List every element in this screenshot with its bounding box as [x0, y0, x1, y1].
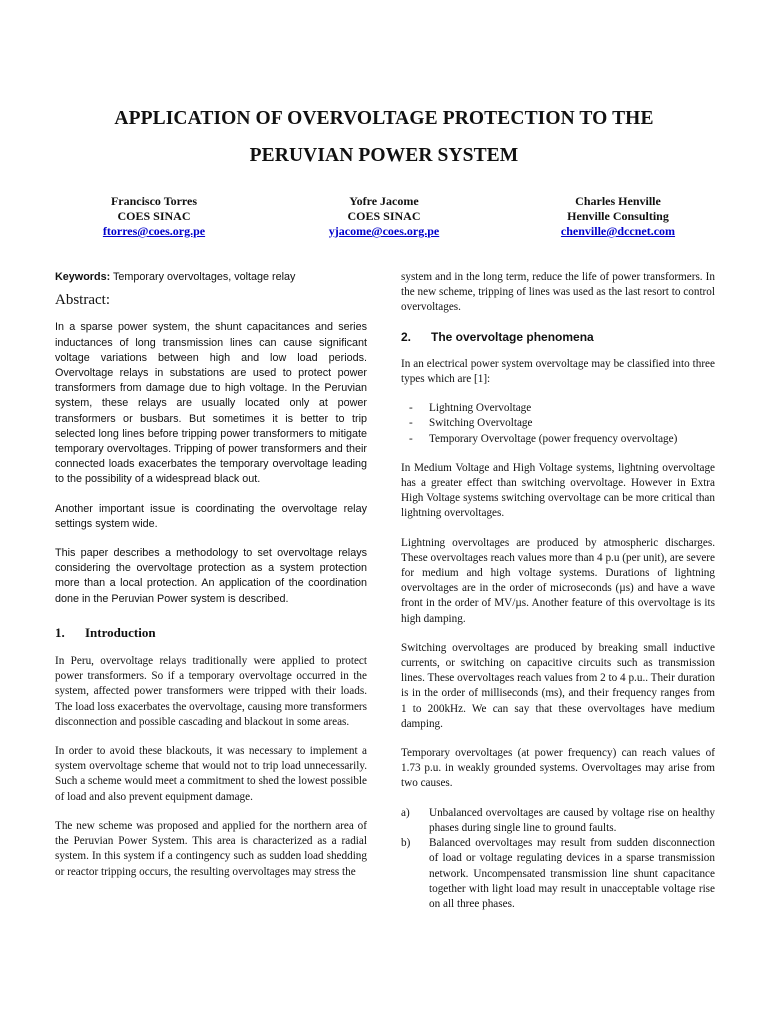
section-number: 1. [55, 624, 65, 640]
body-paragraph: In an electrical power system overvoltage may be classified into three types which are [1]: [401, 357, 715, 386]
left-column [55, 270, 367, 894]
abstract-paragraph: Another important issue is coordinating the overvoltage relay settings system wide. [55, 502, 367, 530]
overvoltage-causes-list [401, 806, 715, 912]
abstract-paragraph: In a sparse power system, the shunt capacitances and series inductances of long transmission lines can cause significant voltage variations between high and low load periods. Overvoltage relays in substations are used to protect power transformers from damage due to high voltage. In the Peruvian system, these relays are usually located only at power transformers or busbars. But sometimes it is better to trip selected long lines before tripping power transformers to mitigate temporary overvoltages. Tripping of power transformers and their connected loads exacerbates the temporary overvoltage leading to the possibility of a widespread black out. [55, 321, 367, 486]
author-affiliation: Henville Consulting [567, 209, 669, 223]
author-name: Yofre Jacome [349, 194, 419, 208]
list-item [401, 836, 715, 912]
list-item [401, 401, 715, 416]
dash-bullet: - [409, 432, 413, 445]
overvoltage-types-list [401, 401, 715, 447]
author-affiliation: COES SINAC [117, 209, 191, 223]
abstract-paragraph: This paper describes a methodology to set overvoltage relays considering the overvoltage protection as a system protection more than a local protection. An application of the coordination done in the Peruvian Power system is described. [55, 547, 367, 605]
author-name: Francisco Torres [110, 194, 198, 208]
keywords-label: Keywords: [55, 271, 111, 283]
body-paragraph: In Medium Voltage and High Voltage systems, lightning overvoltage has a greater effect than switching overvoltage. However in Extra High Voltage systems switching overvoltage can be more critical than lightning overvoltages. [401, 461, 715, 520]
keywords-line [55, 270, 367, 285]
abstract-heading: Abstract: [55, 292, 110, 309]
body-paragraph-continued: system and in the long term, reduce the life of power transformers. In the new scheme, tripping of lines was used as the last resort to control overvoltages. [401, 271, 715, 314]
body-paragraph: Switching overvoltages are produced by breaking small inductive currents, or switching on capacitive circuits such as transmission lines. These overvoltages reach values from 2 to 4 p.u.. Their duration is in the order of milliseconds (ms), and their frequency ranges from 1 to 200kHz. We can say that these overvoltages have medium damping. [401, 641, 715, 730]
body-paragraph: Lightning overvoltages are produced by atmospheric discharges. These overvoltages reach values more than 4 p.u (per unit), are severe for medium and high voltage systems. Durations of lightning overvoltages are in the order of microseconds (µs) and have a wave front in the order of MV/µs. Another feature of this overvoltage is its high damping. [401, 536, 715, 625]
section-title: The overvoltage phenomena [431, 329, 594, 344]
body-paragraph: Temporary overvoltages (at power frequency) can reach values of 1.73 p.u. in weakly grounded systems. Overvoltages may arise from two causes. [401, 747, 715, 790]
section-number: 2. [401, 329, 412, 344]
dash-bullet: - [409, 417, 413, 430]
keywords-text: Temporary overvoltages, voltage relay [110, 271, 296, 283]
paper-title-line-1: APPLICATION OF OVERVOLTAGE PROTECTION TO THE [114, 108, 654, 129]
author-block [0, 194, 768, 242]
right-column [401, 270, 715, 912]
paper-title-line-2: PERUVIAN POWER SYSTEM [249, 145, 519, 166]
body-paragraph: In order to avoid these blackouts, it was necessary to implement a system overvoltage scheme that would not to trip load unnecessarily. Such a scheme would meet a commitment to shed the lowest possible of load and also prevent equipment damage. [55, 745, 367, 803]
author-affiliation: COES SINAC [347, 209, 421, 223]
list-item-text: Balanced overvoltages may result from sudden disconnection of load or voltage regulating devices in a sparse transmission network. Uncompensated transmission line shunt capacitance together with light load may result in unacceptable voltage rise on all three phases. [429, 837, 715, 910]
body-paragraph: The new scheme was proposed and applied for the northern area of the Peruvian Power System. This area is characterized as a radial system. In this system if a contingency such as sudden load shedding or reactor tripping occurs, the resulting overvoltages may stress the [55, 819, 367, 878]
list-item [401, 432, 715, 447]
list-item-text: Temporary Overvoltage (power frequency overvoltage) [429, 432, 678, 445]
list-item [401, 416, 715, 431]
author-3 [508, 194, 728, 239]
author-1 [44, 194, 264, 239]
section-2-heading [401, 330, 715, 345]
author-2 [274, 194, 494, 239]
list-marker: a) [401, 806, 410, 819]
body-paragraph: In Peru, overvoltage relays traditionally were applied to protect power transformers. So if a temporary overvoltage occurred in the system, affected power transformers were tripped with their loads. The load loss exacerbates the overvoltage, causing more transformers disconnection and possible cascading and blackout in some areas. [55, 655, 367, 728]
list-marker: b) [401, 837, 411, 850]
author-email-link[interactable]: ftorres@coes.org.pe [102, 224, 206, 238]
author-email-link[interactable]: chenville@dccnet.com [560, 224, 676, 238]
section-1-heading [55, 625, 367, 640]
author-name: Charles Henville [575, 194, 661, 208]
author-email-link[interactable]: yjacome@coes.org.pe [328, 224, 440, 238]
list-item-text: Unbalanced overvoltages are caused by voltage rise on healthy phases during single line to ground faults. [429, 806, 715, 834]
list-item-text: Lightning Overvoltage [429, 402, 532, 415]
dash-bullet: - [409, 402, 413, 415]
section-title: Introduction [85, 624, 156, 640]
list-item-text: Switching Overvoltage [429, 417, 533, 430]
list-item [401, 806, 715, 836]
